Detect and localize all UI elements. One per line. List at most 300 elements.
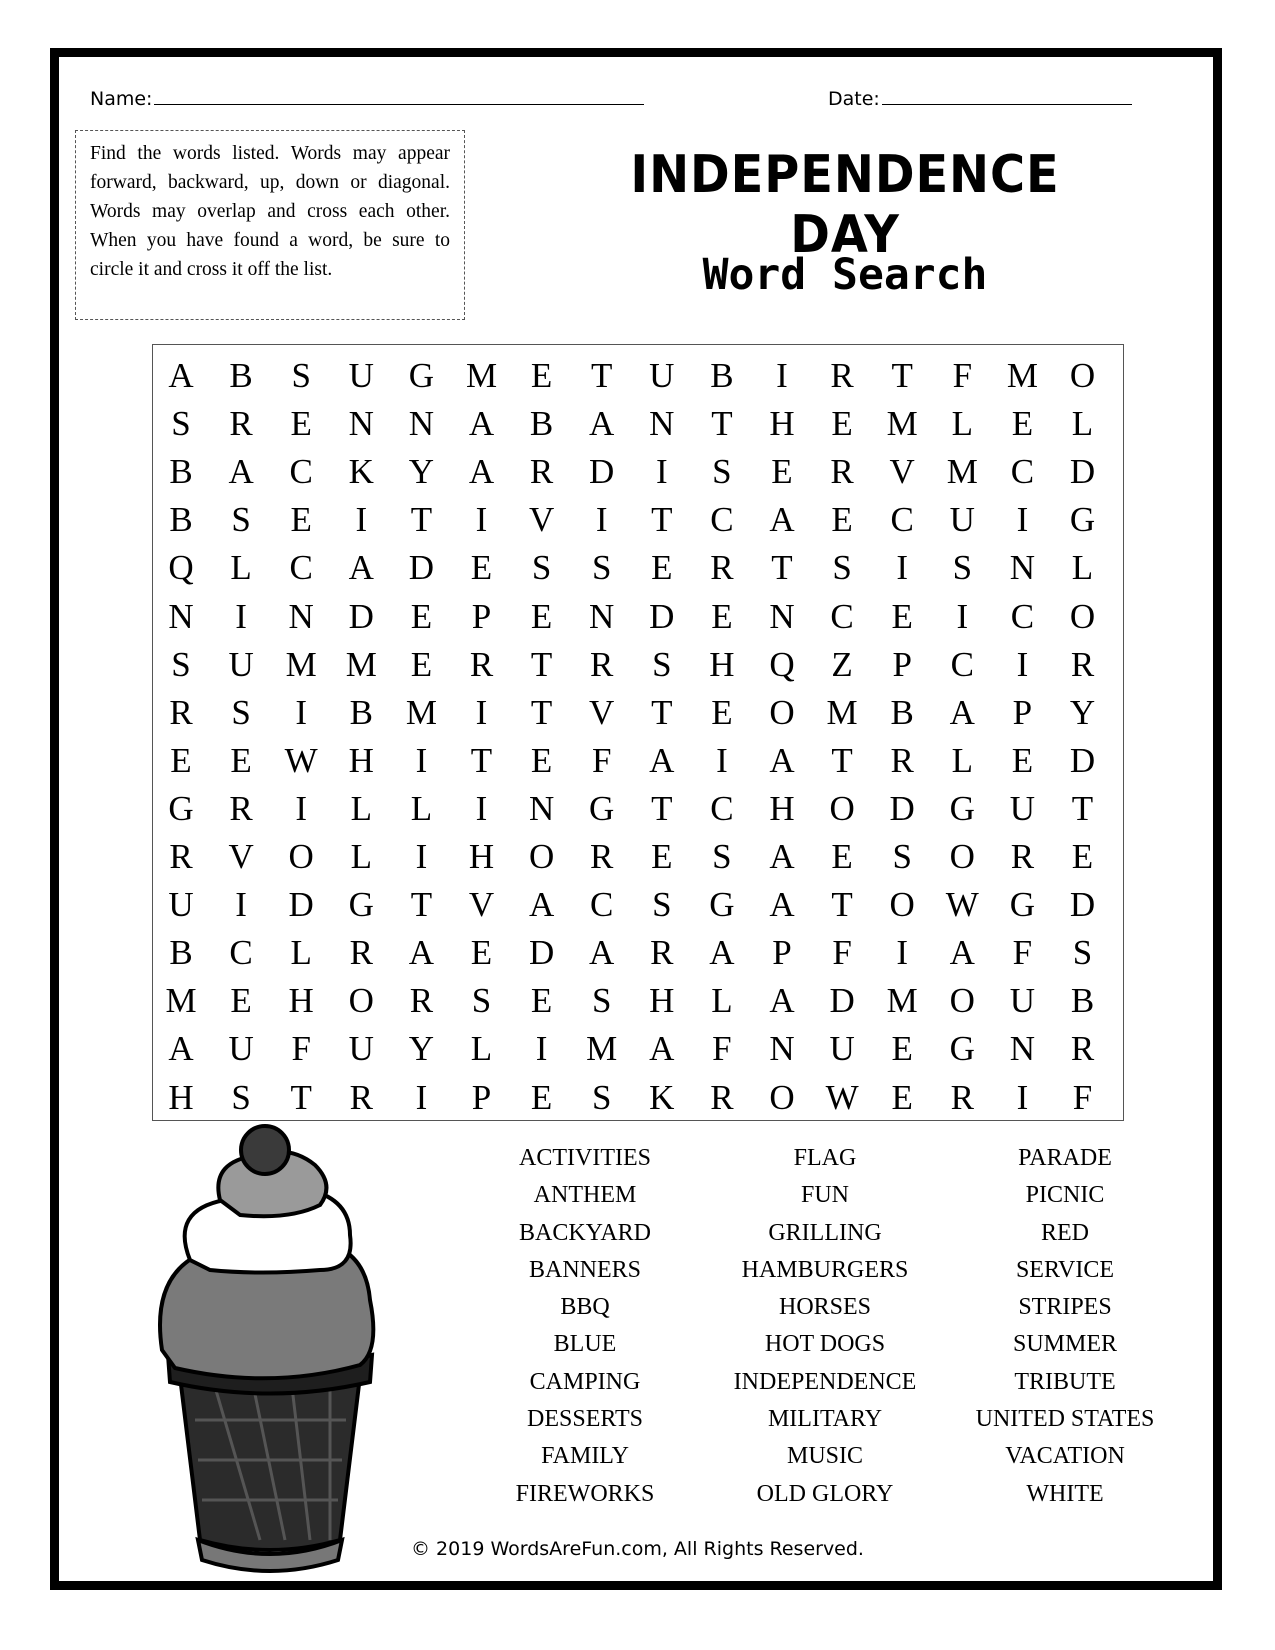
grid-letter[interactable]: Y <box>408 1029 435 1069</box>
word-list-item[interactable]: ACTIVITIES <box>519 1145 651 1171</box>
grid-letter[interactable]: R <box>650 933 674 973</box>
grid-letter[interactable]: S <box>652 644 672 684</box>
grid-letter[interactable]: A <box>228 452 254 492</box>
grid-letter[interactable]: P <box>892 644 912 684</box>
grid-letter[interactable]: V <box>228 837 254 876</box>
grid-letter[interactable]: N <box>649 404 675 444</box>
grid-letter[interactable]: U <box>348 1029 374 1069</box>
grid-letter[interactable]: I <box>1016 500 1029 540</box>
grid-letter[interactable]: I <box>1016 644 1029 684</box>
grid-letter[interactable]: G <box>348 885 374 925</box>
grid-letter[interactable]: I <box>475 500 488 540</box>
grid-letter[interactable]: U <box>348 356 374 395</box>
grid-letter[interactable]: T <box>831 885 853 925</box>
grid-letter[interactable]: T <box>891 356 913 395</box>
grid-row <box>153 881 1123 929</box>
grid-letter[interactable]: I <box>295 788 308 828</box>
grid-letter[interactable]: O <box>1069 356 1096 395</box>
grid-letter[interactable]: R <box>830 356 854 395</box>
grid-letter[interactable]: I <box>776 356 788 395</box>
grid-letter[interactable]: A <box>468 452 495 492</box>
grid-letter[interactable]: R <box>1070 644 1095 684</box>
grid-letter[interactable]: S <box>591 548 612 588</box>
ice-cream-cone-icon <box>150 1120 390 1580</box>
grid-letter[interactable]: H <box>288 981 314 1021</box>
word-list-item[interactable]: ANTHEM <box>533 1182 637 1209</box>
grid-letter[interactable]: D <box>1069 452 1096 492</box>
grid-letter[interactable]: M <box>465 356 498 395</box>
grid-letter[interactable]: N <box>408 404 435 444</box>
grid-letter[interactable]: E <box>230 740 252 780</box>
grid-letter[interactable]: T <box>590 356 613 395</box>
grid-letter[interactable]: N <box>288 596 314 636</box>
grid-letter[interactable]: A <box>769 981 795 1021</box>
grid-letter[interactable]: S <box>591 981 612 1021</box>
grid-letter[interactable]: D <box>528 933 555 973</box>
grid-letter[interactable]: A <box>769 740 795 780</box>
grid-letter[interactable]: E <box>891 1077 913 1117</box>
grid-letter[interactable]: A <box>168 356 194 395</box>
grid-letter[interactable]: S <box>231 692 251 732</box>
grid-letter[interactable]: I <box>295 692 308 732</box>
word-list-item[interactable]: OLD GLORY <box>756 1480 894 1507</box>
word-list-item[interactable]: WHITE <box>1026 1480 1104 1507</box>
word-list-item[interactable]: VACATION <box>1005 1443 1125 1470</box>
grid-letter[interactable]: S <box>1072 933 1093 973</box>
date-line[interactable] <box>882 86 1132 105</box>
grid-letter[interactable]: E <box>651 548 673 588</box>
grid-letter[interactable]: B <box>349 692 373 732</box>
grid-letter[interactable]: I <box>896 548 909 588</box>
grid-letter[interactable]: P <box>1012 692 1033 732</box>
grid-letter[interactable]: S <box>471 981 492 1021</box>
grid-letter[interactable]: U <box>228 1029 254 1069</box>
grid-letter[interactable]: A <box>949 692 975 732</box>
grid-letter[interactable]: E <box>410 644 433 684</box>
grid-letter[interactable]: V <box>528 500 555 540</box>
grid-letter[interactable]: O <box>949 837 975 876</box>
grid-letter[interactable]: B <box>169 933 193 973</box>
grid-letter[interactable]: C <box>289 548 313 588</box>
grid-letter[interactable]: I <box>956 596 969 636</box>
grid-letter[interactable]: D <box>408 548 435 588</box>
word-list-item[interactable]: HAMBURGERS <box>741 1256 909 1283</box>
grid-letter[interactable]: I <box>716 740 728 780</box>
grid-letter[interactable]: P <box>471 1077 492 1117</box>
grid-letter[interactable]: T <box>651 692 673 732</box>
grid-letter[interactable]: G <box>709 885 735 925</box>
grid-letter[interactable]: T <box>831 740 853 780</box>
grid-letter[interactable]: R <box>950 1077 974 1117</box>
grid-letter[interactable]: R <box>349 933 373 973</box>
grid-letter[interactable]: E <box>831 837 853 876</box>
grid-letter[interactable]: E <box>530 596 553 636</box>
grid-letter[interactable]: R <box>710 1077 734 1117</box>
grid-letter[interactable]: G <box>949 788 975 828</box>
grid-letter[interactable]: O <box>769 1077 795 1117</box>
grid-letter[interactable]: E <box>1011 740 1034 780</box>
grid-letter[interactable]: E <box>831 404 853 444</box>
grid-letter[interactable]: C <box>229 933 253 973</box>
grid-letter[interactable]: G <box>1069 500 1096 540</box>
grid-letter[interactable]: R <box>229 404 253 444</box>
grid-letter[interactable]: E <box>711 596 733 636</box>
grid-letter[interactable]: O <box>889 885 915 925</box>
grid-letter[interactable]: Y <box>408 452 435 492</box>
grid-letter[interactable]: H <box>649 981 675 1021</box>
grid-letter[interactable]: L <box>1071 404 1094 444</box>
grid-letter[interactable]: A <box>168 1029 194 1069</box>
grid-letter[interactable]: N <box>168 596 194 636</box>
grid-letter[interactable]: R <box>710 548 734 588</box>
grid-row <box>153 737 1123 785</box>
grid-letter[interactable]: I <box>235 885 247 925</box>
date-field[interactable] <box>828 86 1132 110</box>
word-list-item[interactable]: RED <box>1041 1219 1089 1246</box>
grid-letter[interactable]: S <box>171 404 191 444</box>
grid-row <box>153 929 1123 977</box>
word-list-item[interactable]: SERVICE <box>1015 1256 1115 1283</box>
grid-letter[interactable]: A <box>769 885 795 925</box>
grid-letter[interactable]: B <box>169 500 193 540</box>
grid-letter[interactable]: V <box>889 452 915 492</box>
word-list-item[interactable]: PICNIC <box>1025 1182 1105 1209</box>
grid-letter[interactable]: T <box>530 692 553 732</box>
word-column-2 <box>695 1140 955 1513</box>
grid-letter[interactable]: N <box>1009 1029 1036 1069</box>
grid-letter[interactable]: F <box>832 933 852 973</box>
grid-letter[interactable]: B <box>229 356 253 395</box>
grid-letter[interactable]: M <box>345 644 377 684</box>
grid-letter[interactable]: T <box>410 500 433 540</box>
word-list-item[interactable]: GRILLING <box>768 1219 882 1246</box>
grid-letter[interactable]: F <box>712 1029 732 1069</box>
grid-letter[interactable]: I <box>475 692 488 732</box>
grid-letter[interactable]: S <box>712 837 732 876</box>
grid-letter[interactable]: T <box>410 885 433 925</box>
grid-letter[interactable]: S <box>591 1077 612 1117</box>
grid-letter[interactable]: I <box>475 788 488 828</box>
grid-letter[interactable]: E <box>771 452 793 492</box>
word-list-item[interactable]: SUMMER <box>1012 1331 1118 1358</box>
grid-letter[interactable]: S <box>652 885 672 925</box>
grid-letter[interactable]: M <box>405 692 437 732</box>
grid-letter[interactable]: R <box>349 1077 373 1117</box>
grid-letter[interactable]: A <box>769 837 795 876</box>
word-list-item[interactable]: STRIPES <box>1018 1294 1112 1321</box>
grid-letter[interactable]: L <box>470 1029 493 1069</box>
grid-letter[interactable]: E <box>1011 404 1034 444</box>
grid-letter[interactable]: C <box>890 500 914 540</box>
grid-letter[interactable]: E <box>1071 837 1094 876</box>
grid-letter[interactable]: E <box>891 1029 913 1069</box>
grid-letter[interactable]: T <box>771 548 793 588</box>
grid-letter[interactable]: D <box>649 596 675 636</box>
grid-letter[interactable]: W <box>284 740 318 780</box>
grid-letter[interactable]: M <box>826 692 858 732</box>
grid-letter[interactable]: D <box>288 885 314 925</box>
grid-letter[interactable]: O <box>949 981 975 1021</box>
grid-letter[interactable]: U <box>649 356 675 395</box>
grid-letter[interactable]: L <box>290 933 312 973</box>
grid-letter[interactable]: C <box>710 500 734 540</box>
grid-letter[interactable]: R <box>229 788 253 828</box>
grid-letter[interactable]: R <box>169 837 193 876</box>
grid-letter[interactable]: V <box>589 692 615 732</box>
grid-letter[interactable]: A <box>769 500 795 540</box>
grid-letter[interactable]: K <box>649 1077 675 1117</box>
grid-letter[interactable]: L <box>410 788 433 828</box>
grid-letter[interactable]: D <box>889 788 915 828</box>
grid-letter[interactable]: B <box>710 356 734 395</box>
grid-letter[interactable]: C <box>289 452 313 492</box>
grid-letter[interactable]: N <box>1009 548 1036 588</box>
grid-letter[interactable]: E <box>530 740 553 780</box>
grid-letter[interactable]: A <box>528 885 555 925</box>
grid-letter[interactable]: I <box>415 740 428 780</box>
grid-letter[interactable]: S <box>171 644 191 684</box>
grid-letter[interactable]: I <box>595 500 608 540</box>
word-list-item[interactable]: TRIBUTE <box>1014 1368 1116 1395</box>
grid-letter[interactable]: A <box>408 933 435 973</box>
grid-letter[interactable]: A <box>649 1029 675 1069</box>
grid-letter[interactable]: F <box>291 1029 311 1069</box>
grid-letter[interactable]: R <box>1010 837 1035 876</box>
grid-letter[interactable]: R <box>890 740 914 780</box>
grid-letter[interactable]: O <box>1069 596 1096 636</box>
word-list-item[interactable]: MILITARY <box>767 1406 883 1433</box>
grid-letter[interactable]: Q <box>168 548 194 588</box>
grid-letter[interactable]: I <box>355 500 368 540</box>
grid-letter[interactable]: C <box>830 596 854 636</box>
grid-letter[interactable]: R <box>469 644 494 684</box>
grid-letter[interactable]: M <box>586 1029 618 1069</box>
grid-letter[interactable]: G <box>1009 885 1036 925</box>
grid-letter[interactable]: C <box>1010 452 1035 492</box>
grid-letter[interactable]: E <box>831 500 853 540</box>
grid-letter[interactable]: D <box>348 596 374 636</box>
grid-letter[interactable]: T <box>651 500 673 540</box>
grid-letter[interactable]: S <box>291 356 311 395</box>
grid-letter[interactable]: O <box>769 692 795 732</box>
grid-letter[interactable]: U <box>1009 788 1036 828</box>
grid-letter[interactable]: O <box>348 981 374 1021</box>
grid-letter[interactable]: M <box>946 452 978 492</box>
word-list-item[interactable]: INDEPENDENCE <box>733 1368 917 1395</box>
grid-letter[interactable]: R <box>169 692 193 732</box>
grid-letter[interactable]: M <box>285 644 317 684</box>
grid-letter[interactable]: S <box>531 548 552 588</box>
grid-letter[interactable]: S <box>892 837 912 876</box>
word-column-3 <box>935 1140 1195 1513</box>
grid-letter[interactable]: H <box>709 644 735 684</box>
name-field[interactable] <box>90 86 644 110</box>
name-line[interactable] <box>154 86 644 105</box>
word-list-item[interactable]: FIREWORKS <box>515 1480 655 1507</box>
word-list-item[interactable]: UNITED STATES <box>975 1406 1155 1433</box>
grid-letter[interactable]: D <box>589 452 615 492</box>
grid-letter[interactable]: H <box>769 788 795 828</box>
grid-letter[interactable]: H <box>468 837 495 876</box>
grid-letter[interactable]: L <box>230 548 252 588</box>
grid-letter[interactable]: U <box>228 644 254 684</box>
grid-letter[interactable]: P <box>471 596 492 636</box>
grid-letter[interactable]: V <box>468 885 495 925</box>
grid-letter[interactable]: E <box>530 356 553 395</box>
grid-letter[interactable]: K <box>348 452 374 492</box>
grid-letter[interactable]: T <box>470 740 493 780</box>
grid-letter[interactable]: D <box>1069 740 1096 780</box>
word-list-item[interactable]: BACKYARD <box>518 1219 652 1246</box>
grid-letter[interactable]: O <box>829 788 855 828</box>
grid-letter[interactable]: N <box>769 1029 795 1069</box>
grid-letter[interactable]: G <box>408 356 435 395</box>
grid-letter[interactable]: E <box>530 1077 553 1117</box>
grid-letter[interactable]: M <box>1006 356 1038 395</box>
grid-letter[interactable]: H <box>348 740 374 780</box>
grid-letter[interactable]: B <box>1070 981 1095 1021</box>
grid-letter[interactable]: E <box>530 981 553 1021</box>
grid-letter[interactable]: C <box>1010 596 1035 636</box>
grid-letter[interactable]: M <box>165 981 197 1021</box>
grid-letter[interactable]: E <box>711 692 733 732</box>
grid-letter[interactable]: O <box>528 837 555 876</box>
word-column-1 <box>455 1140 715 1513</box>
grid-letter[interactable]: E <box>410 596 433 636</box>
grid-letter[interactable]: M <box>886 404 918 444</box>
grid-letter[interactable]: U <box>1009 981 1036 1021</box>
word-list-item[interactable]: HORSES <box>778 1294 872 1321</box>
grid-letter[interactable]: C <box>590 885 614 925</box>
grid-letter[interactable]: H <box>769 404 795 444</box>
word-list-item[interactable]: BLUE <box>553 1331 617 1358</box>
grid-letter[interactable]: N <box>348 404 374 444</box>
word-list-item[interactable]: PARADE <box>1018 1145 1112 1171</box>
grid-letter[interactable]: A <box>709 933 735 973</box>
word-list-item[interactable]: FUN <box>800 1182 849 1209</box>
grid-letter[interactable]: D <box>829 981 855 1021</box>
grid-letter[interactable]: L <box>350 788 372 828</box>
grid-letter[interactable]: E <box>470 933 493 973</box>
grid-letter[interactable]: I <box>415 1077 428 1117</box>
grid-letter[interactable]: Y <box>1069 692 1096 732</box>
instructions-box: Find the words listed. Words may appear forward, backward, up, down or diagonal. Words may overlap and cross each other. When you have found a word, be sure to circle it and cross it off the list. <box>75 130 465 320</box>
grid-letter[interactable]: E <box>170 740 192 780</box>
grid-letter[interactable]: Q <box>769 644 795 684</box>
grid-letter[interactable]: R <box>590 644 614 684</box>
grid-letter[interactable]: F <box>952 356 973 395</box>
grid-letter[interactable]: T <box>530 644 553 684</box>
word-list-item[interactable]: FLAG <box>793 1145 857 1171</box>
grid-letter[interactable]: S <box>952 548 973 588</box>
grid-letter[interactable]: Z <box>831 644 853 684</box>
grid-letter[interactable]: T <box>1071 788 1094 828</box>
grid-letter[interactable]: R <box>590 837 614 876</box>
grid-letter[interactable]: F <box>591 740 612 780</box>
grid-letter[interactable]: G <box>589 788 615 828</box>
grid-letter[interactable]: L <box>711 981 733 1021</box>
grid-letter[interactable]: I <box>896 933 909 973</box>
grid-letter[interactable]: B <box>529 404 554 444</box>
grid-letter[interactable]: R <box>1070 1029 1095 1069</box>
grid-letter[interactable]: P <box>772 933 792 973</box>
grid-letter[interactable]: E <box>470 548 493 588</box>
grid-letter[interactable]: S <box>712 452 732 492</box>
word-list-item[interactable]: CAMPING <box>529 1368 641 1395</box>
grid-row <box>153 400 1123 448</box>
grid-letter[interactable]: I <box>1016 1077 1029 1117</box>
grid-letter[interactable]: T <box>711 404 733 444</box>
grid-letter[interactable]: I <box>235 596 247 636</box>
grid-letter[interactable]: A <box>589 933 615 973</box>
grid-letter[interactable]: B <box>890 692 914 732</box>
grid-letter[interactable]: N <box>528 788 555 828</box>
word-list-item[interactable]: BBQ <box>560 1294 610 1321</box>
grid-letter[interactable]: H <box>168 1077 194 1117</box>
grid-letter[interactable]: E <box>290 500 312 540</box>
grid-letter[interactable]: A <box>949 933 975 973</box>
grid-letter[interactable]: I <box>535 1029 548 1069</box>
grid-letter[interactable]: W <box>825 1077 859 1117</box>
grid-letter[interactable]: A <box>348 548 374 588</box>
grid-letter[interactable]: A <box>589 404 615 444</box>
grid-letter[interactable]: U <box>829 1029 855 1069</box>
grid-letter[interactable]: S <box>231 500 251 540</box>
grid-letter[interactable]: I <box>415 837 428 876</box>
grid-letter[interactable]: I <box>655 452 668 492</box>
grid-letter[interactable]: A <box>468 404 495 444</box>
grid-letter[interactable]: E <box>290 404 312 444</box>
grid-letter[interactable]: M <box>886 981 918 1021</box>
grid-letter[interactable]: L <box>951 404 973 444</box>
grid-letter[interactable]: E <box>651 837 673 876</box>
grid-letter[interactable]: R <box>830 452 854 492</box>
grid-letter[interactable]: R <box>529 452 554 492</box>
grid-letter[interactable]: F <box>1072 1077 1093 1117</box>
word-list-item[interactable]: HOT DOGS <box>764 1331 886 1358</box>
grid-letter[interactable]: L <box>951 740 973 780</box>
grid-letter[interactable]: W <box>945 885 979 925</box>
grid-letter[interactable]: O <box>288 837 314 876</box>
grid-letter[interactable]: S <box>231 1077 251 1117</box>
grid-letter[interactable]: C <box>950 644 974 684</box>
grid-letter[interactable]: L <box>1071 548 1094 588</box>
grid-letter[interactable]: S <box>832 548 852 588</box>
letter-grid <box>152 344 1124 1121</box>
grid-letter[interactable]: U <box>168 885 194 925</box>
grid-letter[interactable]: T <box>651 788 673 828</box>
grid-letter[interactable]: N <box>589 596 615 636</box>
word-list-item[interactable]: DESSERTS <box>527 1406 643 1433</box>
grid-letter[interactable]: U <box>949 500 975 540</box>
grid-letter[interactable]: G <box>949 1029 975 1069</box>
grid-letter[interactable]: A <box>649 740 675 780</box>
grid-letter[interactable]: T <box>290 1077 312 1117</box>
grid-letter[interactable]: F <box>1012 933 1033 973</box>
grid-letter[interactable]: D <box>1069 885 1096 925</box>
grid-letter[interactable]: L <box>350 837 372 876</box>
grid-letter[interactable]: E <box>891 596 913 636</box>
grid-letter[interactable]: R <box>409 981 434 1021</box>
grid-letter[interactable]: N <box>769 596 795 636</box>
word-list-item[interactable]: MUSIC <box>786 1443 864 1470</box>
grid-letter[interactable]: C <box>710 788 734 828</box>
word-list-item[interactable]: FAMILY <box>541 1443 629 1470</box>
grid-letter[interactable]: B <box>169 452 193 492</box>
grid-letter[interactable]: G <box>168 788 194 828</box>
grid-letter[interactable]: E <box>230 981 252 1021</box>
word-list-item[interactable]: BANNERS <box>528 1256 642 1283</box>
